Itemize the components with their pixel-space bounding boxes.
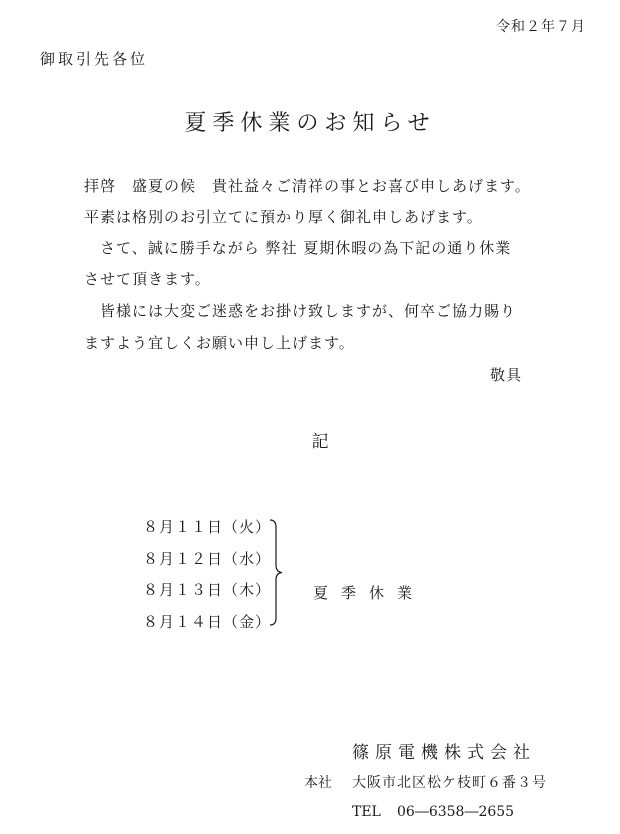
body-line: さて、誠に勝手ながら 弊社 夏期休暇の為下記の通り休業: [84, 239, 512, 257]
holiday-date: ８月１２日（水）: [143, 549, 272, 568]
holiday-date: ８月１４日（金）: [143, 612, 272, 631]
holiday-label: 夏季休業: [313, 584, 426, 602]
recipient: 御取引先各位: [40, 50, 149, 68]
body-line: ますよう宜しくお願い申し上げます。: [84, 334, 355, 352]
ki-heading: 記: [311, 432, 329, 452]
document-date: 令和２年７月: [496, 19, 586, 35]
tel-label: TEL: [352, 804, 381, 820]
company-name: 篠原電機株式会社: [352, 743, 536, 763]
right-brace-icon: [268, 519, 284, 626]
holiday-date: ８月１３日（木）: [143, 581, 272, 599]
tel-number: 06―6358―2655: [397, 804, 515, 820]
holiday-date-list: [143, 515, 271, 641]
body-line: 拝啓 盛夏の候 貴社益々ご清祥の事とお喜び申しあげます。: [84, 177, 531, 195]
document-title: 夏季休業のお知らせ: [184, 111, 436, 136]
closing-keigu: 敬具: [489, 366, 522, 384]
holiday-date: ８月１１日（火）: [143, 518, 272, 536]
address-label: 本社: [304, 775, 332, 791]
company-address: 大阪市北区松ケ枝町６番３号: [352, 775, 547, 791]
body-line: 皆様には大変ご迷惑をお掛け致しますが、何卒ご協力賜り: [84, 302, 517, 320]
body-line: 平素は格別のお引立てに預かり厚く御礼申しあげます。: [84, 208, 483, 226]
body-line: させて頂きます。: [84, 270, 211, 288]
